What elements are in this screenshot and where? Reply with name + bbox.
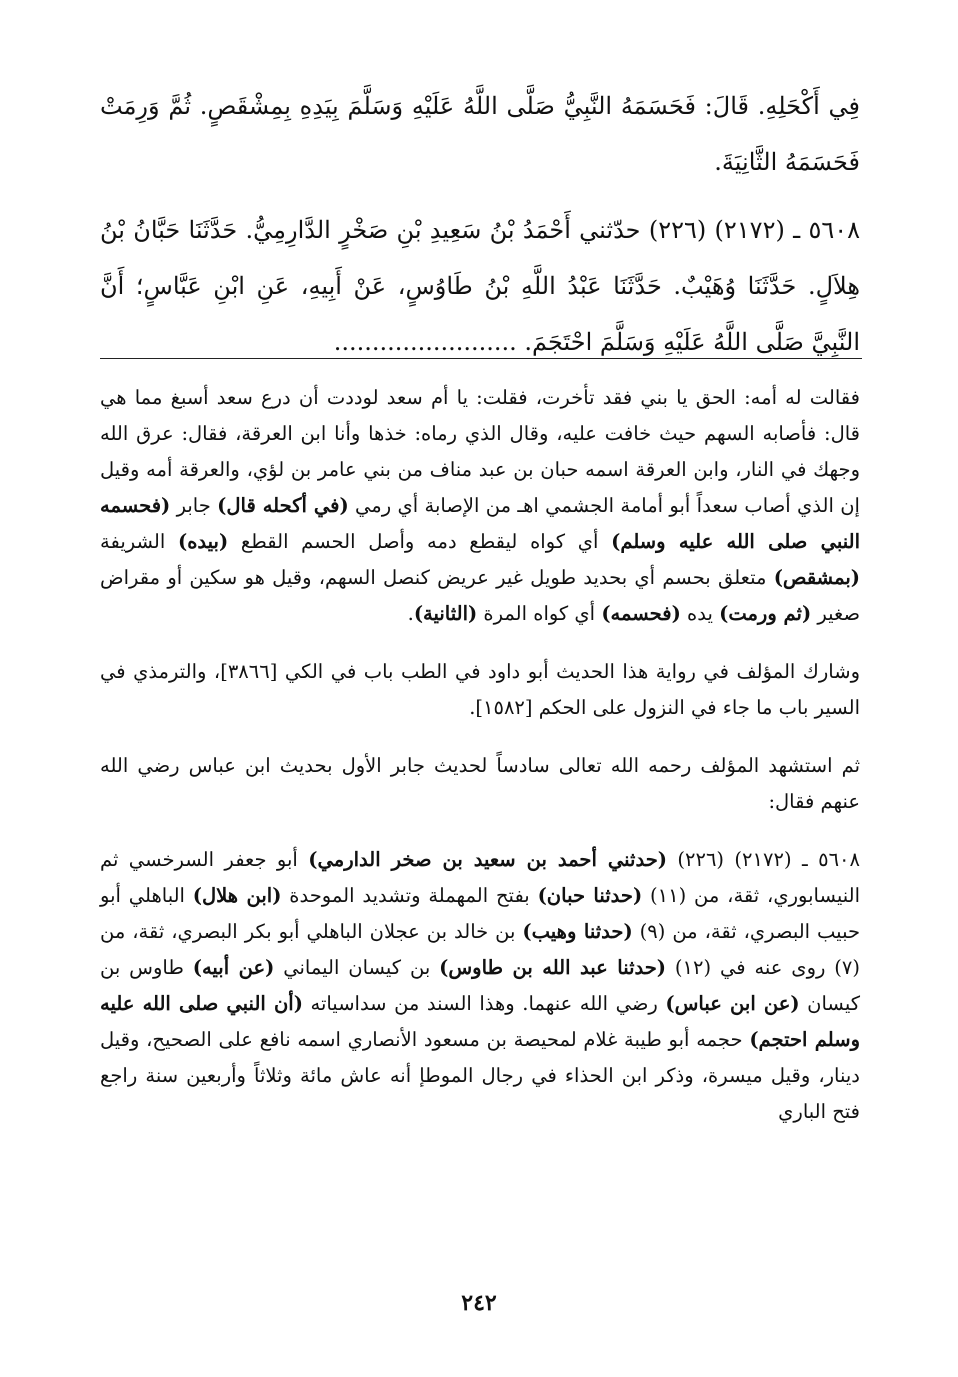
quoted-phrase: (فحسمه النبي صلى الله عليه وسلم) (100, 494, 861, 553)
quoted-phrase: (عن ابن عباس) (665, 992, 800, 1015)
quoted-phrase: (حدثنا وهيب) (522, 920, 633, 943)
footnote-divider (100, 358, 862, 359)
quoted-phrase: (بمشقص) (773, 566, 861, 589)
quoted-phrase: (عن أبيه) (192, 956, 275, 979)
quoted-phrase: (في أكحله قال) (217, 494, 349, 517)
commentary-paragraph-3: ثم استشهد المؤلف رحمه الله تعالى سادساً لحديث جابر الأول بحديث ابن عباس رضي الله عنهم فقال: (100, 754, 860, 813)
commentary-text-run: طاوس بن كيسان (100, 956, 860, 1015)
hadith-text (100, 78, 860, 370)
commentary-text-run: ٥٦٠٨ ـ (٢١٧٢) (٢٢٦) (677, 848, 860, 871)
quoted-phrase: (أن النبي صلى الله عليه وسلم احتجم) (100, 992, 860, 1051)
hadith-paragraph-2: ٥٦٠٨ ـ (٢١٧٢) (٢٢٦) حدّثني أَحْمَدُ بْنُ سَعِيدِ بْنِ صَخْرٍ الدَّارِمِيُّ. حَدَّثَنَا حَبَّانُ بْنُ هِلاَلٍ. حَدَّثَنَا وُهَيْبٌ. حَدَّثَنَا عَبْدُ اللَّهِ بْنُ طَاوُسٍ، عَنْ أَبِيهِ، عَنِ ابْنِ عَبَّاسٍ؛ أَنَّ النَّبِيَّ صَلَّى اللَّهُ عَلَيْهِ وَسَلَّمَ احْتَجَمَ. ........................ (100, 216, 861, 356)
quoted-phrase: (حدثنا حبان) (537, 884, 643, 907)
commentary-paragraph-1 (100, 380, 860, 632)
quoted-phrase: (ثم ورمت) (719, 602, 812, 625)
commentary-text (100, 380, 860, 1152)
commentary-text-run: بن خالد بن عجلان الباهلي أبو بكر البصري، ثقة، من (٧) روى عنه في (١٢) (100, 920, 860, 979)
commentary-text-run: أي كواه المرة (483, 602, 596, 625)
commentary-text-run: . (407, 602, 414, 625)
hadith-paragraph-1: فِي أَكْحَلِهِ. قَالَ: فَحَسَمَهُ النَّبِيُّ صَلَّى اللَّهُ عَلَيْهِ وَسَلَّمَ بِيَدِهِ بِمِشْقَصٍ. ثُمَّ وَرِمَتْ فَحَسَمَهُ الثَّانِيَةَ. (100, 92, 860, 176)
page-number: ٢٤٢ (461, 1290, 497, 1316)
commentary-text-run: رضي الله عنهما. وهذا السند من سداسياته (310, 992, 658, 1015)
commentary-text-run: بن كيسان اليماني (283, 956, 431, 979)
commentary-text-run: بفتح المهملة وتشديد الموحدة (289, 884, 530, 907)
commentary-text-run: يده (687, 602, 713, 625)
quoted-phrase: (حدثنا عبد الله بن طاوس) (439, 956, 667, 979)
commentary-text-run: متعلق بحسم أي بحديد طويل غير عريض كنصل السهم، وقيل هو سكين أو مقراض صغير (100, 566, 860, 625)
commentary-paragraph-2: وشارك المؤلف في رواية هذا الحديث أبو داود في الطب باب في الكي [٣٨٦٦]، والترمذي في السير باب ما جاء في النزول على الحكم [١٥٨٢]. (100, 660, 860, 719)
commentary-text-run: فقالت له أمه: الحق يا بني فقد تأخرت، فقلت: يا أم سعد لوددت أن درع سعد أسبغ مما هي قال: فأصابه السهم حيث خافت عليه، وقال الذي رماه: خذها وأنا ابن العرقة، فقال: عرق الله وجهك في النار، وابن العرقة اسمه حبان بن عبد مناف من بني عامر بن لؤي، والعرقة أمه وقيل إن الذي أصاب سعداً أبو أمامة الجشمي اهـ من الإصابة أي رمي (100, 386, 860, 517)
quoted-phrase: (فحسمه) (601, 602, 681, 625)
commentary-text-run: أي كواه ليقطع دمه وأصل الحسم القطع (240, 530, 599, 553)
commentary-text-run: جابر (176, 494, 211, 517)
commentary-paragraph-4 (100, 842, 860, 1130)
commentary-text-run: أبو جعفر السرخسي ثم النيسابوري، ثقة، من (١١) (100, 848, 860, 907)
commentary-text-run: الباهلي أبو حبيب البصري، ثقة، من (٩) (100, 884, 861, 943)
quoted-phrase: (الثانية) (413, 602, 478, 625)
commentary-text-run: حجمه أبو طيبة غلام لمحيصة بن مسعود الأنصاري اسمه نافع على الصحيح، وقيل دينار، وقيل ميسرة، وذكر ابن الحذاء في رجال الموطإ أنه عاش مائة وثلاثاً وأربعين سنة راجع فتح الباري (100, 1028, 860, 1123)
quoted-phrase: (ابن هلال) (192, 884, 282, 907)
quoted-phrase: (بيده) (177, 530, 229, 553)
commentary-text-run: الشريفة (100, 530, 166, 553)
quoted-phrase: (حدثني أحمد بن سعيد بن صخر الدارمي) (308, 848, 667, 871)
